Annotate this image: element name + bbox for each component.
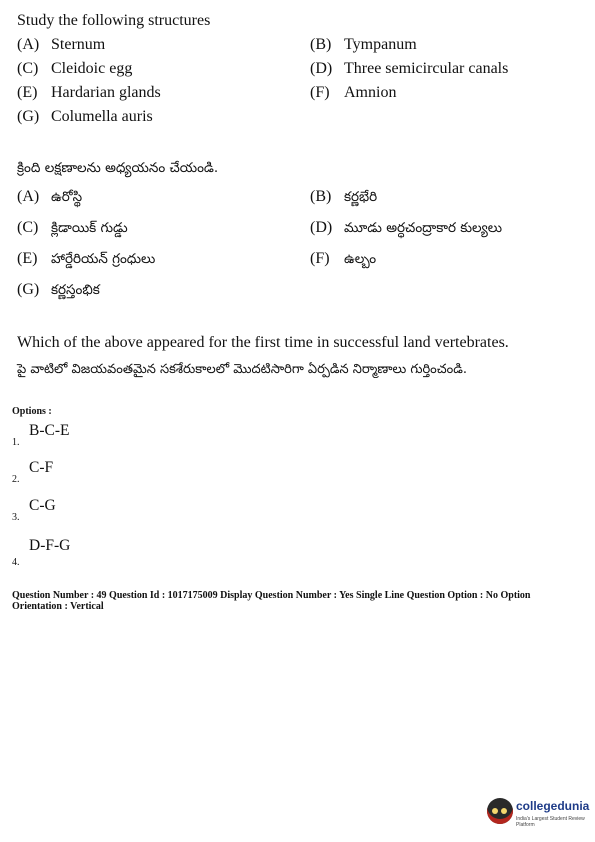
structure-a-en	[17, 36, 105, 54]
structure-a-te	[17, 188, 82, 208]
structure-b-te	[310, 188, 377, 208]
logo-tagline: India's Largest Student Review Platform	[516, 816, 585, 828]
option-number-1: 1.	[12, 437, 20, 448]
option-text-2[interactable]: C-F	[29, 459, 54, 476]
structure-b-en	[310, 36, 417, 54]
question-heading-en: Study the following structures	[17, 12, 211, 29]
structure-text: కర్ణస్తంభిక	[51, 282, 100, 298]
structure-text: Columella auris	[51, 108, 153, 125]
option-number-3: 3.	[12, 512, 20, 523]
structure-c-en	[17, 60, 132, 78]
logo-name: collegedunia	[516, 799, 590, 813]
structure-d-te	[310, 219, 502, 239]
structure-label: (F)	[310, 250, 330, 267]
structure-g-en	[17, 108, 153, 126]
structure-f-te	[310, 250, 376, 270]
structure-g-te	[17, 281, 100, 301]
structure-label: (G)	[17, 108, 40, 125]
structure-label: (A)	[17, 36, 40, 53]
structure-label: (C)	[17, 219, 39, 236]
structure-text: Sternum	[51, 36, 106, 53]
structure-label: (E)	[17, 84, 38, 101]
structure-text: మూడు అర్ధచంద్రాకార కుల్యలు	[344, 220, 503, 236]
option-text-3[interactable]: C-G	[29, 497, 56, 514]
structure-text: హార్డేరియన్ గ్రంధులు	[51, 251, 156, 267]
question-text-te: పై వాటిలో విజయవంతమైన సకశేరుకాలలో మొదటిసారిగా ఏర్పడిన నిర్మాణాలు గుర్తించండి.	[17, 362, 467, 377]
structure-label: (E)	[17, 250, 38, 267]
structure-text: Tympanum	[344, 36, 417, 53]
options-label: Options :	[12, 406, 52, 417]
option-text-1[interactable]: B-C-E	[29, 422, 70, 439]
question-metadata: Question Number : 49 Question Id : 1017175009 Display Question Number : Yes Single Line Question Option : No Option Orientation : Vertical	[12, 590, 531, 612]
structure-e-en	[17, 84, 161, 102]
structure-label: (D)	[310, 60, 333, 77]
question-heading-te: క్రింది లక్షణాలను అధ్యయనం చేయండి.	[17, 160, 219, 176]
structure-text: ఉరోస్థి	[51, 189, 83, 205]
structure-text: Hardarian glands	[51, 84, 161, 101]
student-mascot-icon	[487, 798, 513, 824]
structure-label: (C)	[17, 60, 39, 77]
structure-label: (G)	[17, 281, 40, 298]
structure-label: (A)	[17, 188, 40, 205]
question-text-en: Which of the above appeared for the first time in successful land vertebrates.	[17, 334, 509, 351]
option-number-4: 4.	[12, 557, 20, 568]
structure-f-en	[310, 84, 396, 102]
structure-c-te	[17, 219, 128, 239]
option-text-4[interactable]: D-F-G	[29, 537, 71, 554]
structure-e-te	[17, 250, 155, 270]
structure-label: (F)	[310, 84, 330, 101]
structure-label: (B)	[310, 188, 332, 205]
structure-text: Cleidoic egg	[51, 60, 133, 77]
option-number-2: 2.	[12, 474, 20, 485]
structure-text: ఉల్బం	[344, 251, 377, 267]
structure-text: Three semicircular canals	[344, 60, 509, 77]
structure-d-en	[310, 60, 508, 78]
structure-label: (D)	[310, 219, 333, 236]
structure-label: (B)	[310, 36, 332, 53]
structure-text: Amnion	[344, 84, 397, 101]
structure-text: క్లిడాయిక్ గుడ్డు	[51, 220, 128, 236]
structure-text: కర్ణభేరి	[344, 189, 378, 205]
collegedunia-logo	[487, 796, 590, 830]
